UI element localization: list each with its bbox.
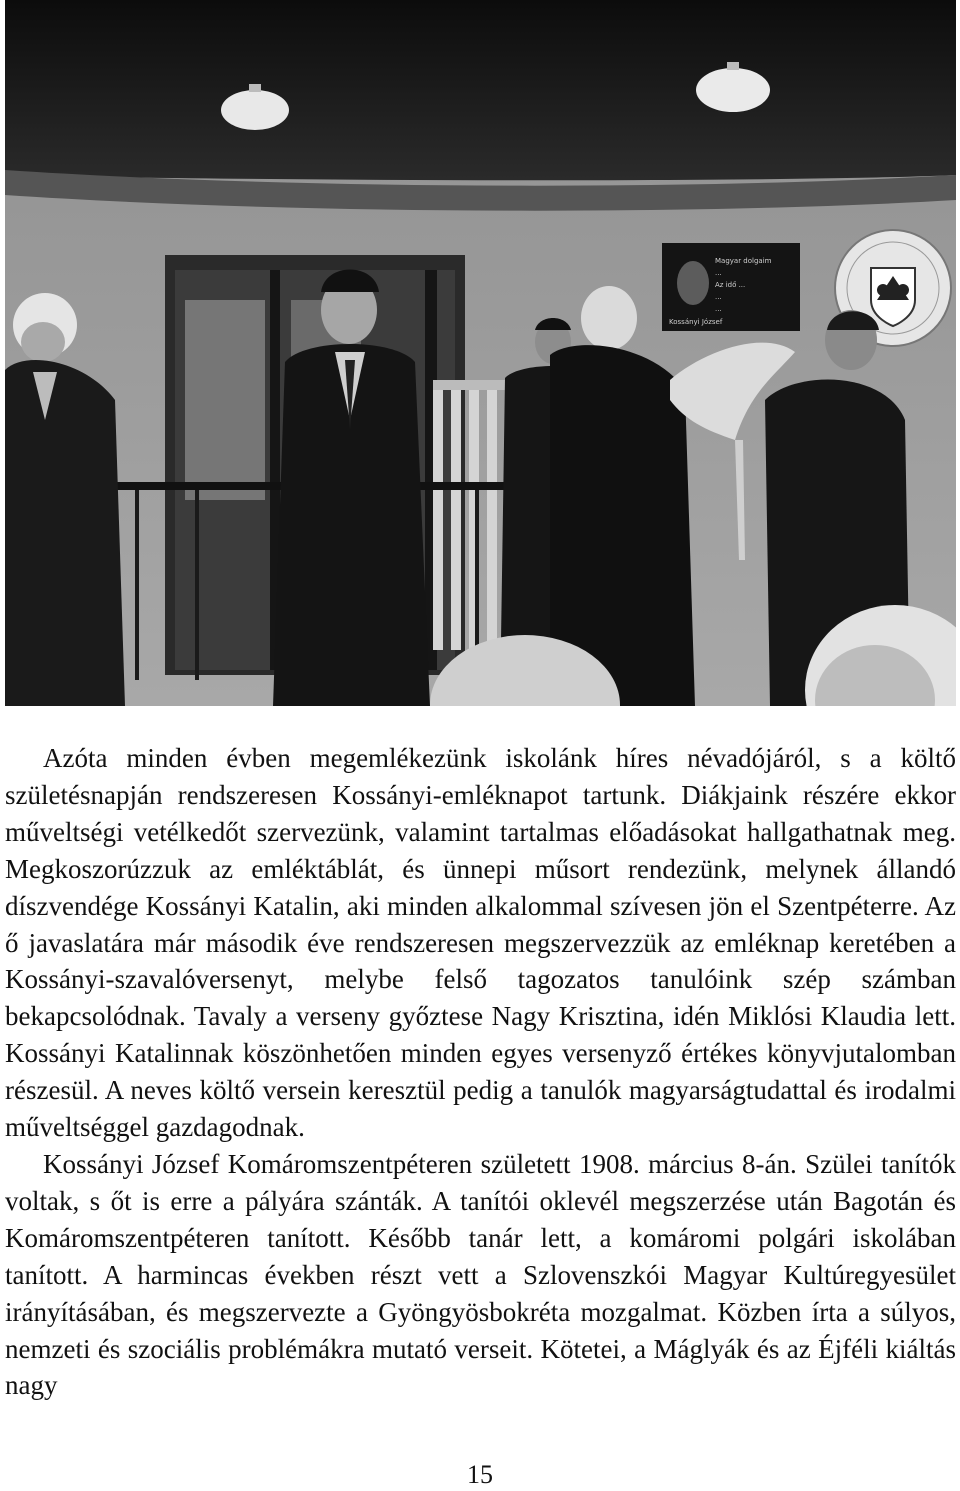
paragraph: Azóta minden évben megemlékezünk iskolánk híres névadójáról, s a költő születésnapján rendszeresen Kossányi-emléknapot tartunk. Diákjaink részére ekkor műveltségi vetélkedőt szervezünk, valamint tartalmas előadásokat hallgathatnak meg. Megkoszorúzzuk az emléktáblát, és ünnepi műsort rendezünk, melynek állandó díszvendége Kossányi Katalin, aki minden alkalommal szívesen jön el Szentpéterre. Az ő javaslatára már második éve rendszeresen megszervezzük az emléknap keretében a Kossányi-szavalóversenyt, melybe felső tagozatos tanulóink szép számban bekapcsolódnak. Tavaly a verseny győztese Nagy Krisztina, idén Miklósi Klaudia lett. Kossányi Katalinnak köszönhetően minden egyes versenyző értékes könyvjutalomban részesül. A neves költő versein keresztül pedig a tanulók magyarságtudattal és irodalmi műveltséggel gazdagodnak. [5, 743, 956, 1143]
plaque-line: Magyar dolgaim [715, 257, 772, 265]
paragraph: Kossányi József Komáromszentpéteren született 1908. március 8-án. Szülei tanítók voltak, s őt is erre a pályára szánták. A tanítói oklevél megszerzése után Bagotán és Komáromszentpéteren tanított. Később tanár lett, a komáromi polgári iskolában tanított. A harmincas években részt vett a Szlovenszkói Magyar Kultúregyesület irányításában, és megszervezte a Gyöngyösbokréta mozgalmat. Közben írta a súlyos, nemzeti és szociális problémákra mutató verseit. Kötetei, a Máglyák és az Éjféli kiáltás nagy [5, 1148, 956, 1401]
plaque-line: ... [715, 293, 722, 301]
plaque-line: Az idő ... [715, 281, 746, 289]
body-text [5, 740, 956, 1404]
plaque-line: ... [715, 305, 722, 313]
plaque-name: Kossányi József [669, 318, 723, 326]
photograph-plaque-unveiling [5, 0, 956, 706]
photo-illustration [5, 0, 956, 706]
page-number: 15 [467, 1460, 493, 1489]
plaque-line: ... [715, 269, 722, 277]
